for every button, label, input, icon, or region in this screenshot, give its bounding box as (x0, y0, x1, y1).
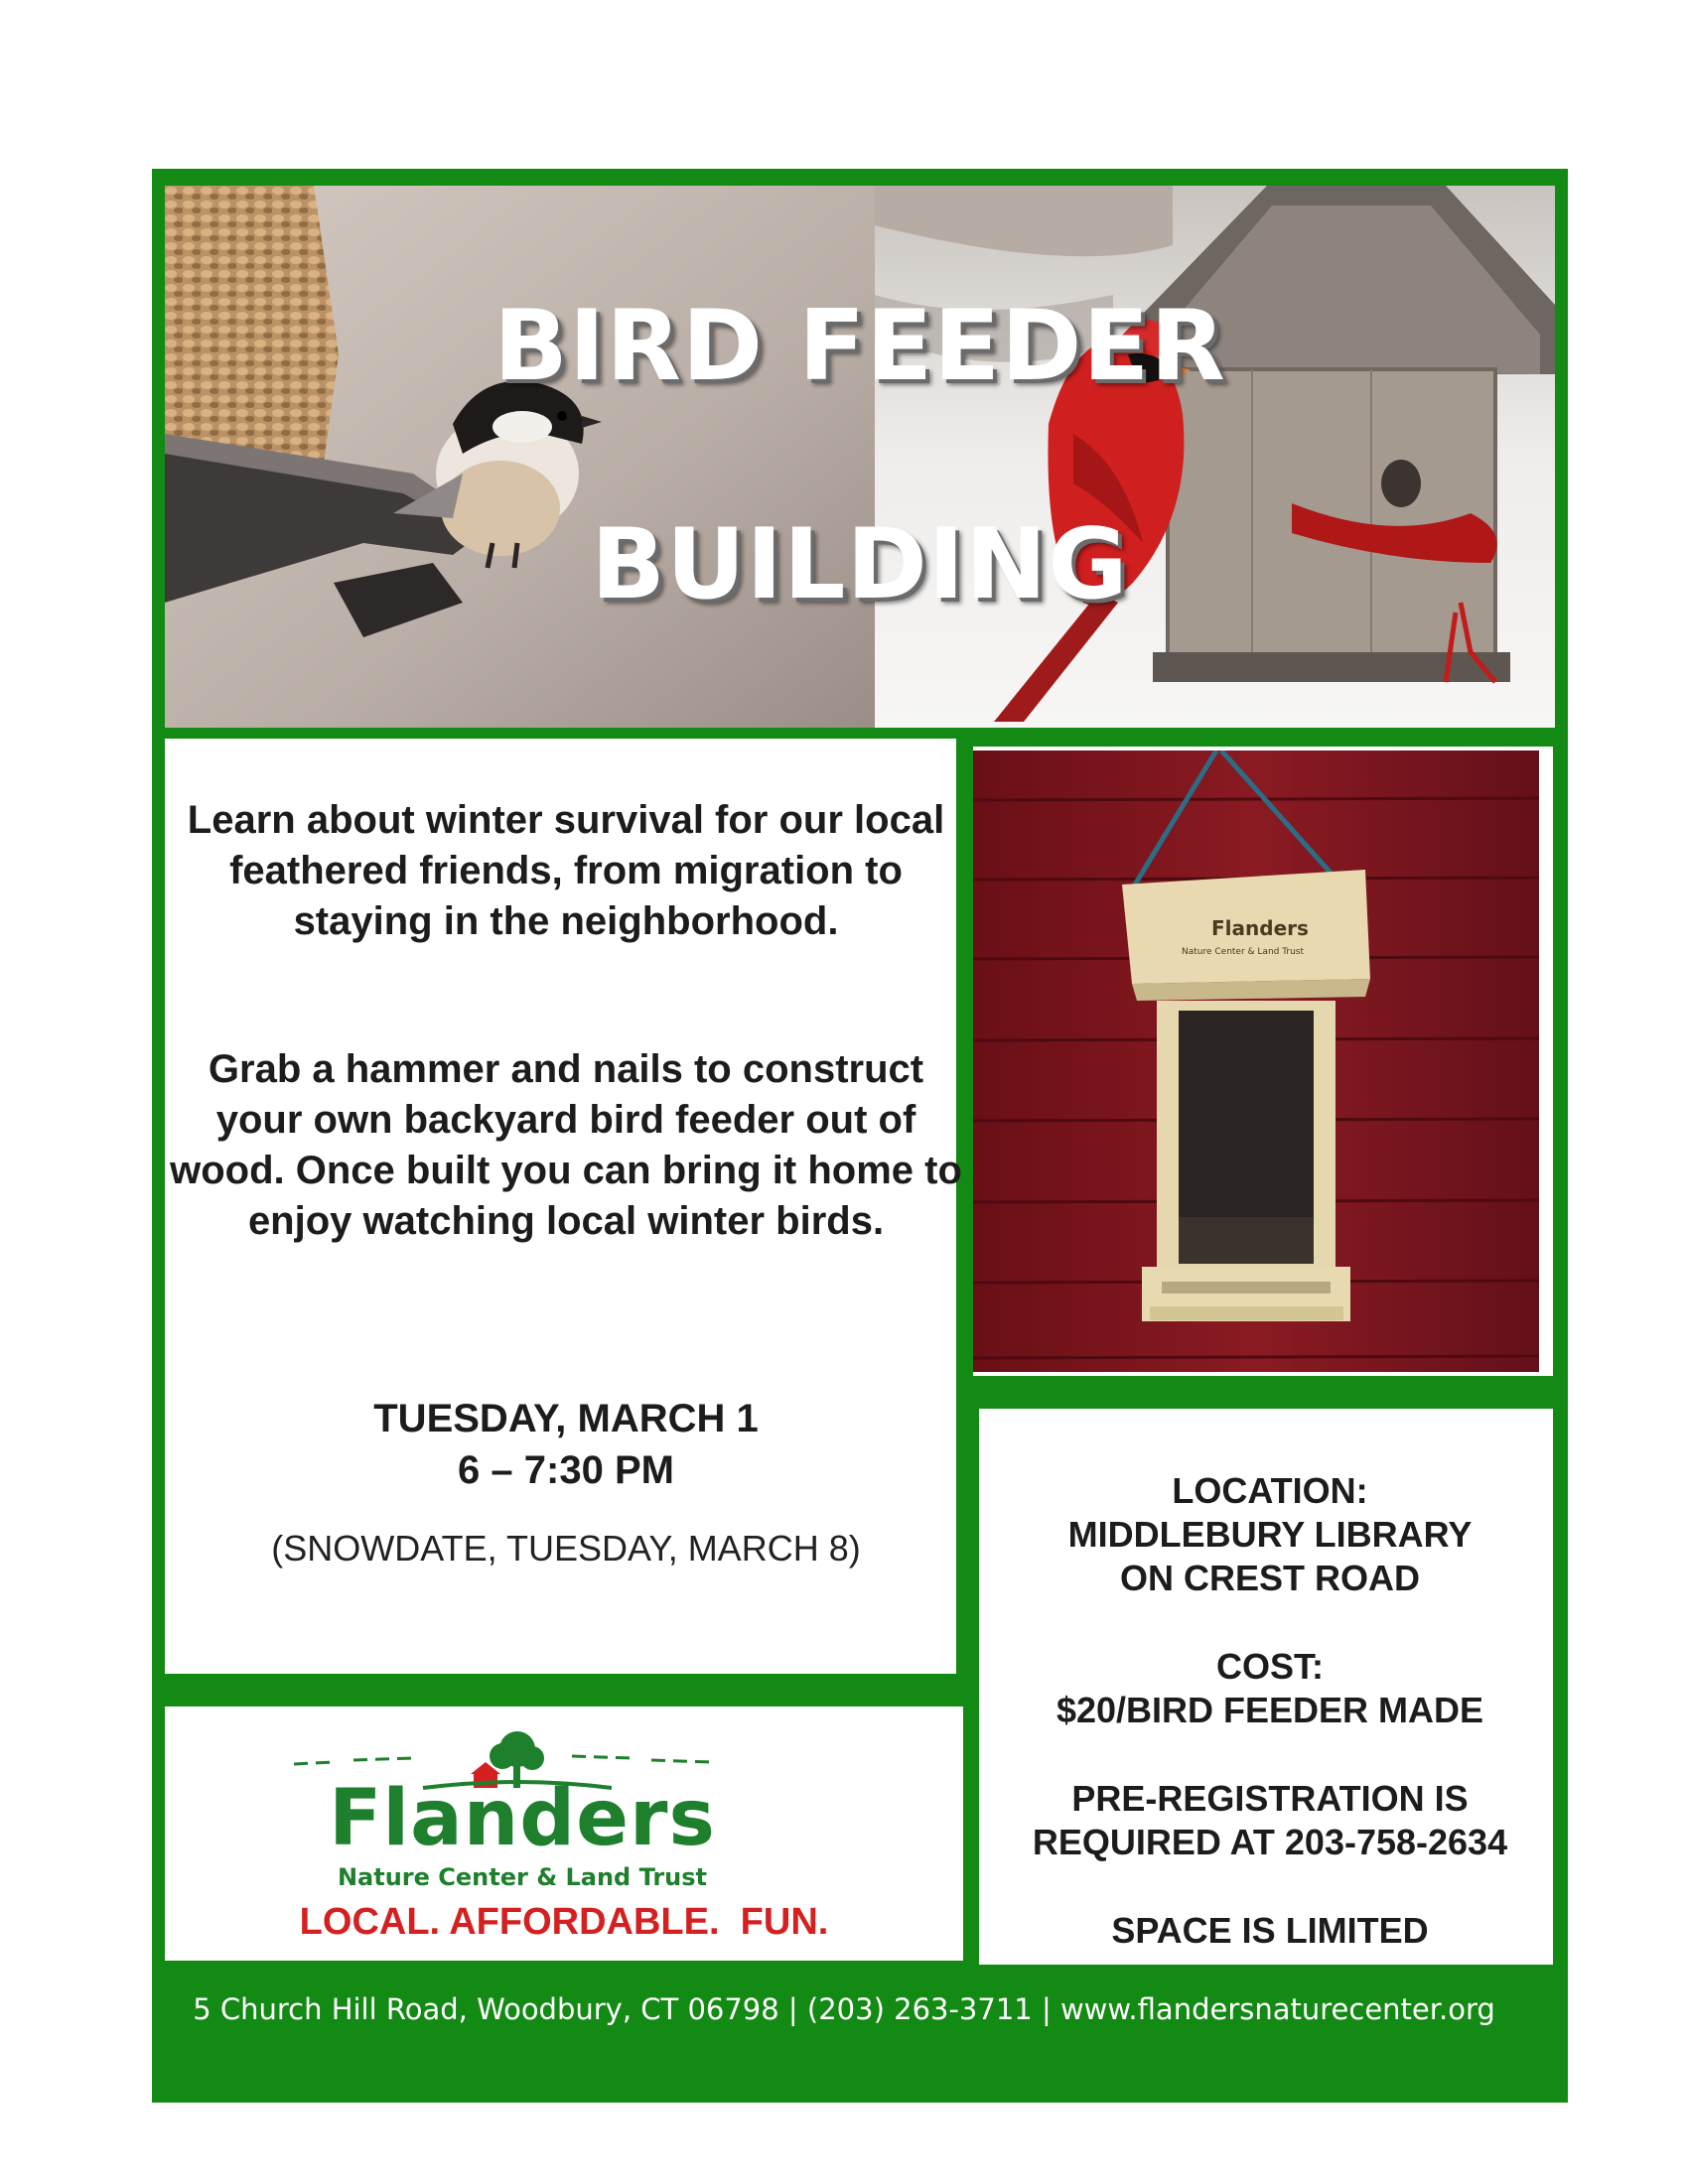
feeder-image-panel (973, 747, 1553, 1376)
feeder-brand-text: Flanders (1211, 916, 1309, 940)
cost-value: $20/BIRD FEEDER MADE (1055, 1690, 1484, 1730)
event-snowdate: (SNOWDATE, TUESDAY, MARCH 8) (271, 1528, 861, 1569)
location-line-1: MIDDLEBURY LIBRARY (1067, 1514, 1473, 1555)
logo-name: Flanders (329, 1774, 716, 1863)
feeder-brand-subtitle: Nature Center & Land Trust (1182, 947, 1305, 957)
hero-title-line1: BIRD FEEDER (493, 290, 1226, 403)
hero-banner (165, 186, 1555, 728)
location-label: LOCATION: (1172, 1470, 1368, 1511)
registration-line-2: REQUIRED AT 203-758-2634 (1032, 1822, 1508, 1862)
event-date: TUESDAY, MARCH 1 (373, 1397, 759, 1440)
cost-label: COST: (1216, 1646, 1324, 1687)
description-paragraph-2: Grab a hammer and nails to construct your own backyard bird feeder out of wood. Once built you can bring it home to enjoy watching local winter birds. (170, 1047, 962, 1243)
space-limited: SPACE IS LIMITED (1111, 1910, 1429, 1951)
footer-address: 5 Church Hill Road, Woodbury, CT 06798 | (203) 263-3711 | www.flandersnaturecenter.org (193, 1992, 1495, 2026)
registration-line-1: PRE-REGISTRATION IS (1071, 1778, 1469, 1819)
event-time: 6 – 7:30 PM (458, 1448, 674, 1492)
chickadee-photo (165, 186, 875, 728)
cardinal-photo (875, 186, 1555, 728)
feeder-illustration (973, 751, 1539, 1372)
cardinal-illustration (875, 186, 1555, 728)
hero-title-line2: BUILDING (591, 508, 1129, 621)
logo-panel (165, 1706, 963, 1961)
location-line-2: ON CREST ROAD (1119, 1558, 1420, 1598)
description-paragraph-1: Learn about winter survival for our local feathered friends, from migration to staying in the neighborhood. (187, 798, 945, 943)
logo-tagline: LOCAL. AFFORDABLE. FUN. (299, 1901, 829, 1943)
flanders-logo (274, 1724, 771, 1893)
logo-subtitle: Nature Center & Land Trust (337, 1863, 708, 1891)
chickadee-illustration (165, 186, 875, 728)
